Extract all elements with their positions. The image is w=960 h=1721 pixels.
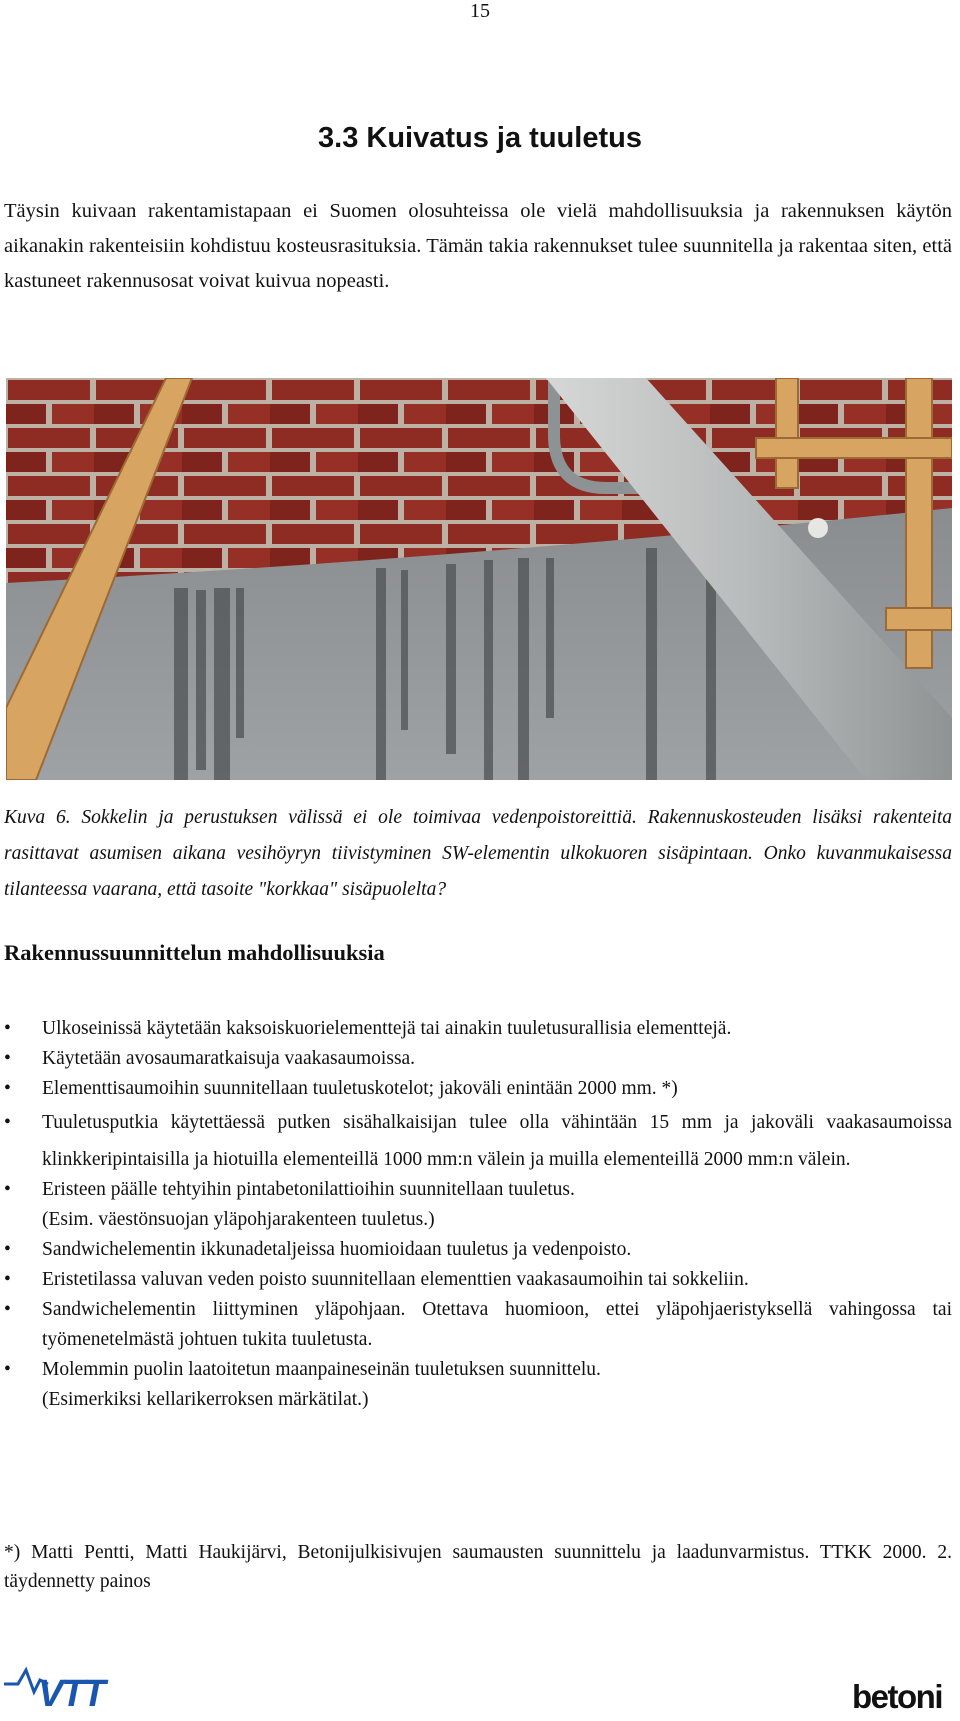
bullet-icon: • (4, 1048, 11, 1069)
list-item: • Sandwichelementin ikkunadetaljeissa huomioidaan tuuletus ja vedenpoisto. (0, 1235, 952, 1265)
footnote: *) Matti Pentti, Matti Haukijärvi, Betonijulkisivujen saumausten suunnittelu ja laadunvarmistus. TTKK 2000. 2. täydennetty painos (4, 1542, 952, 1592)
bullet-list (0, 1014, 952, 1415)
bullet-icon: • (4, 1078, 11, 1099)
page-number: 15 (470, 0, 490, 22)
list-item: • Käytetään avosaumaratkaisuja vaakasaumoissa. (0, 1044, 952, 1074)
list-item: • Elementtisaumoihin suunnitellaan tuuletuskotelot; jakoväli enintään 2000 mm. *) (0, 1074, 952, 1104)
betoni-logo: betoni (852, 1678, 942, 1715)
list-item: • Tuuletusputkia käytettäessä putken sisähalkaisijan tulee olla vähintään 15 mm ja jakoväli vaakasaumoissa klinkkeripintaisilla ja hiotuilla elementeillä 1000 mm:n välein ja muilla elementeillä 2000 mm:n välein. (0, 1104, 952, 1178)
section-heading: 3.3 Kuivatus ja tuuletus (318, 122, 642, 154)
subheading: Rakennussuunnittelun mahdollisuuksia (4, 940, 385, 965)
bullet-icon: • (4, 1299, 11, 1320)
vtt-logo (4, 1662, 154, 1708)
bullet-icon: • (4, 1269, 11, 1290)
list-item: • Eristeen päälle tehtyihin pintabetonilattioihin suunnitellaan tuuletus. (Esim. väestönsuojan yläpohjarakenteen tuuletus.) (0, 1175, 952, 1235)
bullet-icon: • (4, 1359, 11, 1380)
list-item: • Eristetilassa valuvan veden poisto suunnitellaan elementtien vaakasaumoihin tai sokkeliin. (0, 1265, 952, 1295)
bullet-icon: • (4, 1179, 11, 1200)
figure-caption: Kuva 6. Sokkelin ja perustuksen välissä ei ole toimivaa vedenpoistoreittiä. Rakennuskosteuden lisäksi rakenteita rasittavat asumisen aikana vesihöyryn tiivistyminen SW-elementin ulkokuoren sisäpintaan. Onko kuvanmukaisessa tilanteessa vaarana, että tasoite "korkkaa" sisäpuolelta? (4, 807, 952, 900)
intro-paragraph: Täysin kuivaan rakentamistapaan ei Suomen olosuhteissa ole vielä mahdollisuuksia ja rakennuksen käytön aikanakin rakenteisiin kohdistuu kosteusrasituksia. Tämän takia rakennukset tulee suunnitella ja rakentaa siten, että kastuneet rakennusosat voivat kuivua nopeasti. (4, 200, 952, 292)
plinth-photo (6, 378, 952, 780)
list-item: • Ulkoseinissä käytetään kaksoiskuorielementtejä tai ainakin tuuletusurallisia elementtejä. (0, 1014, 952, 1044)
bolt-head (808, 518, 828, 538)
bullet-icon: • (4, 1239, 11, 1260)
list-item: • Sandwichelementin liittyminen yläpohjaan. Otettava huomioon, ettei yläpohjaeristyksellä vahingossa tai työmenetelmästä johtuen tukita tuuletusta. (0, 1295, 952, 1355)
vtt-logo-text: VTT (38, 1673, 104, 1708)
bullet-icon: • (4, 1112, 11, 1133)
list-item: • Molemmin puolin laatoitetun maanpaineseinän tuuletuksen suunnittelu. (Esimerkiksi kellarikerroksen märkätilat.) (0, 1355, 952, 1415)
bullet-icon: • (4, 1018, 11, 1039)
